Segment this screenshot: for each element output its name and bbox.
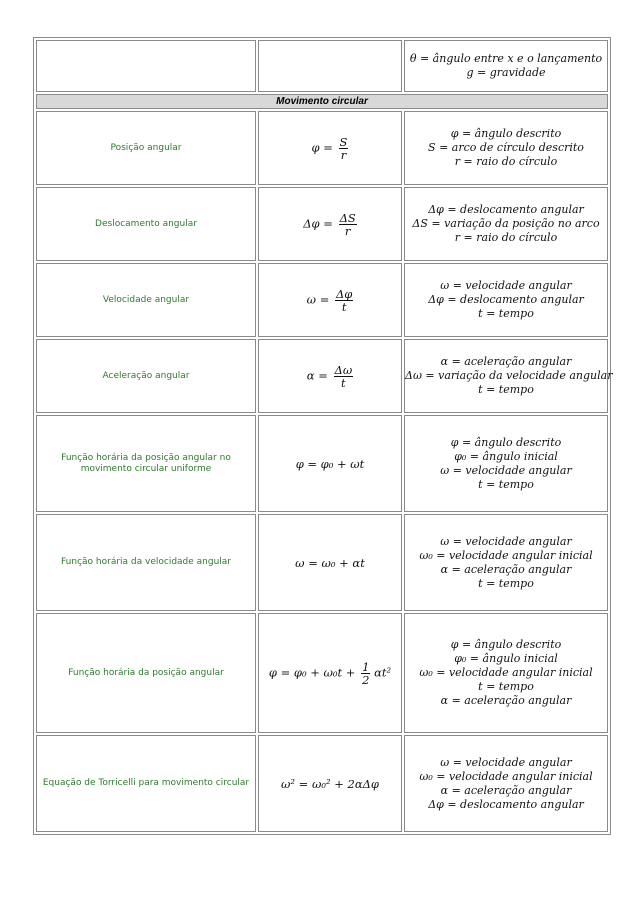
row-equation: ω² = ω₀² + 2αΔφ <box>258 735 402 832</box>
definitions-cell <box>404 339 613 413</box>
definitions-cell <box>404 111 608 185</box>
definitions-cell <box>404 187 608 261</box>
definitions-cell <box>404 613 608 733</box>
definition-line: α = aceleração angular <box>440 562 572 576</box>
table-row <box>36 111 608 185</box>
table-row <box>36 263 608 337</box>
fraction-numerator: Δω <box>334 362 353 377</box>
definition-line: Δφ = deslocamento angular <box>428 203 584 216</box>
fraction <box>334 364 354 389</box>
fraction-denominator: t <box>341 375 346 390</box>
definition-line: g = gravidade <box>466 66 546 79</box>
definition-line: ω = velocidade angular <box>440 534 572 548</box>
fraction-numerator: 1 <box>362 659 370 674</box>
definition-line: ω = velocidade angular <box>440 755 572 769</box>
fraction-numerator: Δφ <box>335 286 353 301</box>
definitions-cell <box>404 415 608 512</box>
definition-line: t = tempo <box>478 576 534 590</box>
definition-line: ΔS = variação da posição no arco <box>412 217 600 230</box>
row-label: Função horária da posição angular no movimento circular uniforme <box>36 415 256 512</box>
definition-line: S = arco de círculo descrito <box>428 141 584 154</box>
row-label: Função horária da velocidade angular <box>36 514 256 611</box>
eq-lhs: ω = <box>306 292 330 306</box>
eq-rhs: αt² <box>374 665 392 679</box>
definition-line: φ = ângulo descrito <box>450 638 562 651</box>
definition-line: φ₀ = ângulo inicial <box>454 449 558 463</box>
fraction <box>339 136 349 161</box>
row-label: Função horária da posição angular <box>36 613 256 733</box>
eq-lhs: α = <box>306 368 328 382</box>
definitions-cell <box>404 263 608 337</box>
row-label: Deslocamento angular <box>36 187 256 261</box>
page <box>33 37 613 835</box>
fraction-denominator: t <box>341 299 347 314</box>
fraction-numerator: ΔS <box>339 210 356 225</box>
table-row <box>36 187 608 261</box>
definition-line: φ₀ = ângulo inicial <box>454 652 558 665</box>
formula-table <box>33 37 611 835</box>
fraction-denominator: r <box>344 223 351 238</box>
row-label: Posição angular <box>36 111 256 185</box>
definition-line: t = tempo <box>478 680 534 693</box>
definition-line: Δφ = deslocamento angular <box>428 293 584 306</box>
fraction <box>339 212 357 237</box>
definition-line: t = tempo <box>478 477 534 491</box>
definitions-cell <box>404 40 608 92</box>
equation-cell-empty <box>258 40 402 92</box>
definition-line: Δφ = deslocamento angular <box>428 797 584 811</box>
label-cell-empty <box>36 40 256 92</box>
definition-line: φ = ângulo descrito <box>450 127 562 140</box>
definition-line: α = aceleração angular <box>440 694 572 707</box>
definition-line: Δω = variação da velocidade angular <box>405 369 613 382</box>
row-equation <box>258 339 402 413</box>
definition-line: ω₀ = velocidade angular inicial <box>419 548 593 562</box>
row-equation <box>258 613 402 733</box>
definition-line: r = raio do círculo <box>454 231 558 244</box>
definition-line: φ = ângulo descrito <box>450 435 562 449</box>
row-equation <box>258 111 402 185</box>
definition-line: θ = ângulo entre x e o lançamento <box>409 52 603 65</box>
row-equation: φ = φ₀ + ωt <box>258 415 402 512</box>
row-equation: ω = ω₀ + αt <box>258 514 402 611</box>
fraction-numerator: S <box>339 134 348 149</box>
table-row <box>36 339 608 413</box>
section-title: Movimento circular <box>36 94 608 109</box>
table-row <box>36 514 608 611</box>
definition-line: ω = velocidade angular <box>440 279 572 292</box>
definition-line: ω₀ = velocidade angular inicial <box>419 666 593 679</box>
section-header-row <box>36 94 608 109</box>
table-row <box>36 735 608 832</box>
fraction <box>361 661 370 686</box>
row-label: Equação de Torricelli para movimento circular <box>36 735 256 832</box>
eq-lhs: φ = φ₀ + ω₀t + <box>268 665 356 679</box>
definition-line: t = tempo <box>478 307 534 320</box>
row-label: Aceleração angular <box>36 339 256 413</box>
definition-line: ω₀ = velocidade angular inicial <box>419 769 593 783</box>
eq-lhs: Δφ = <box>303 216 333 230</box>
row-equation <box>258 187 402 261</box>
table-row <box>36 613 608 733</box>
definitions-cell <box>404 735 608 832</box>
definition-line: α = aceleração angular <box>440 783 572 797</box>
eq-lhs: φ = <box>311 140 333 154</box>
definition-line: ω = velocidade angular <box>440 463 572 477</box>
fraction-denominator: 2 <box>362 672 370 687</box>
row-label: Velocidade angular <box>36 263 256 337</box>
row-equation <box>258 263 402 337</box>
fraction-denominator: r <box>340 147 347 162</box>
table-row-top <box>36 40 608 92</box>
definition-line: α = aceleração angular <box>440 355 572 368</box>
definition-line: t = tempo <box>478 383 534 396</box>
fraction <box>335 288 353 313</box>
definitions-cell <box>404 514 608 611</box>
table-row <box>36 415 608 512</box>
definition-line: r = raio do círculo <box>454 155 558 168</box>
